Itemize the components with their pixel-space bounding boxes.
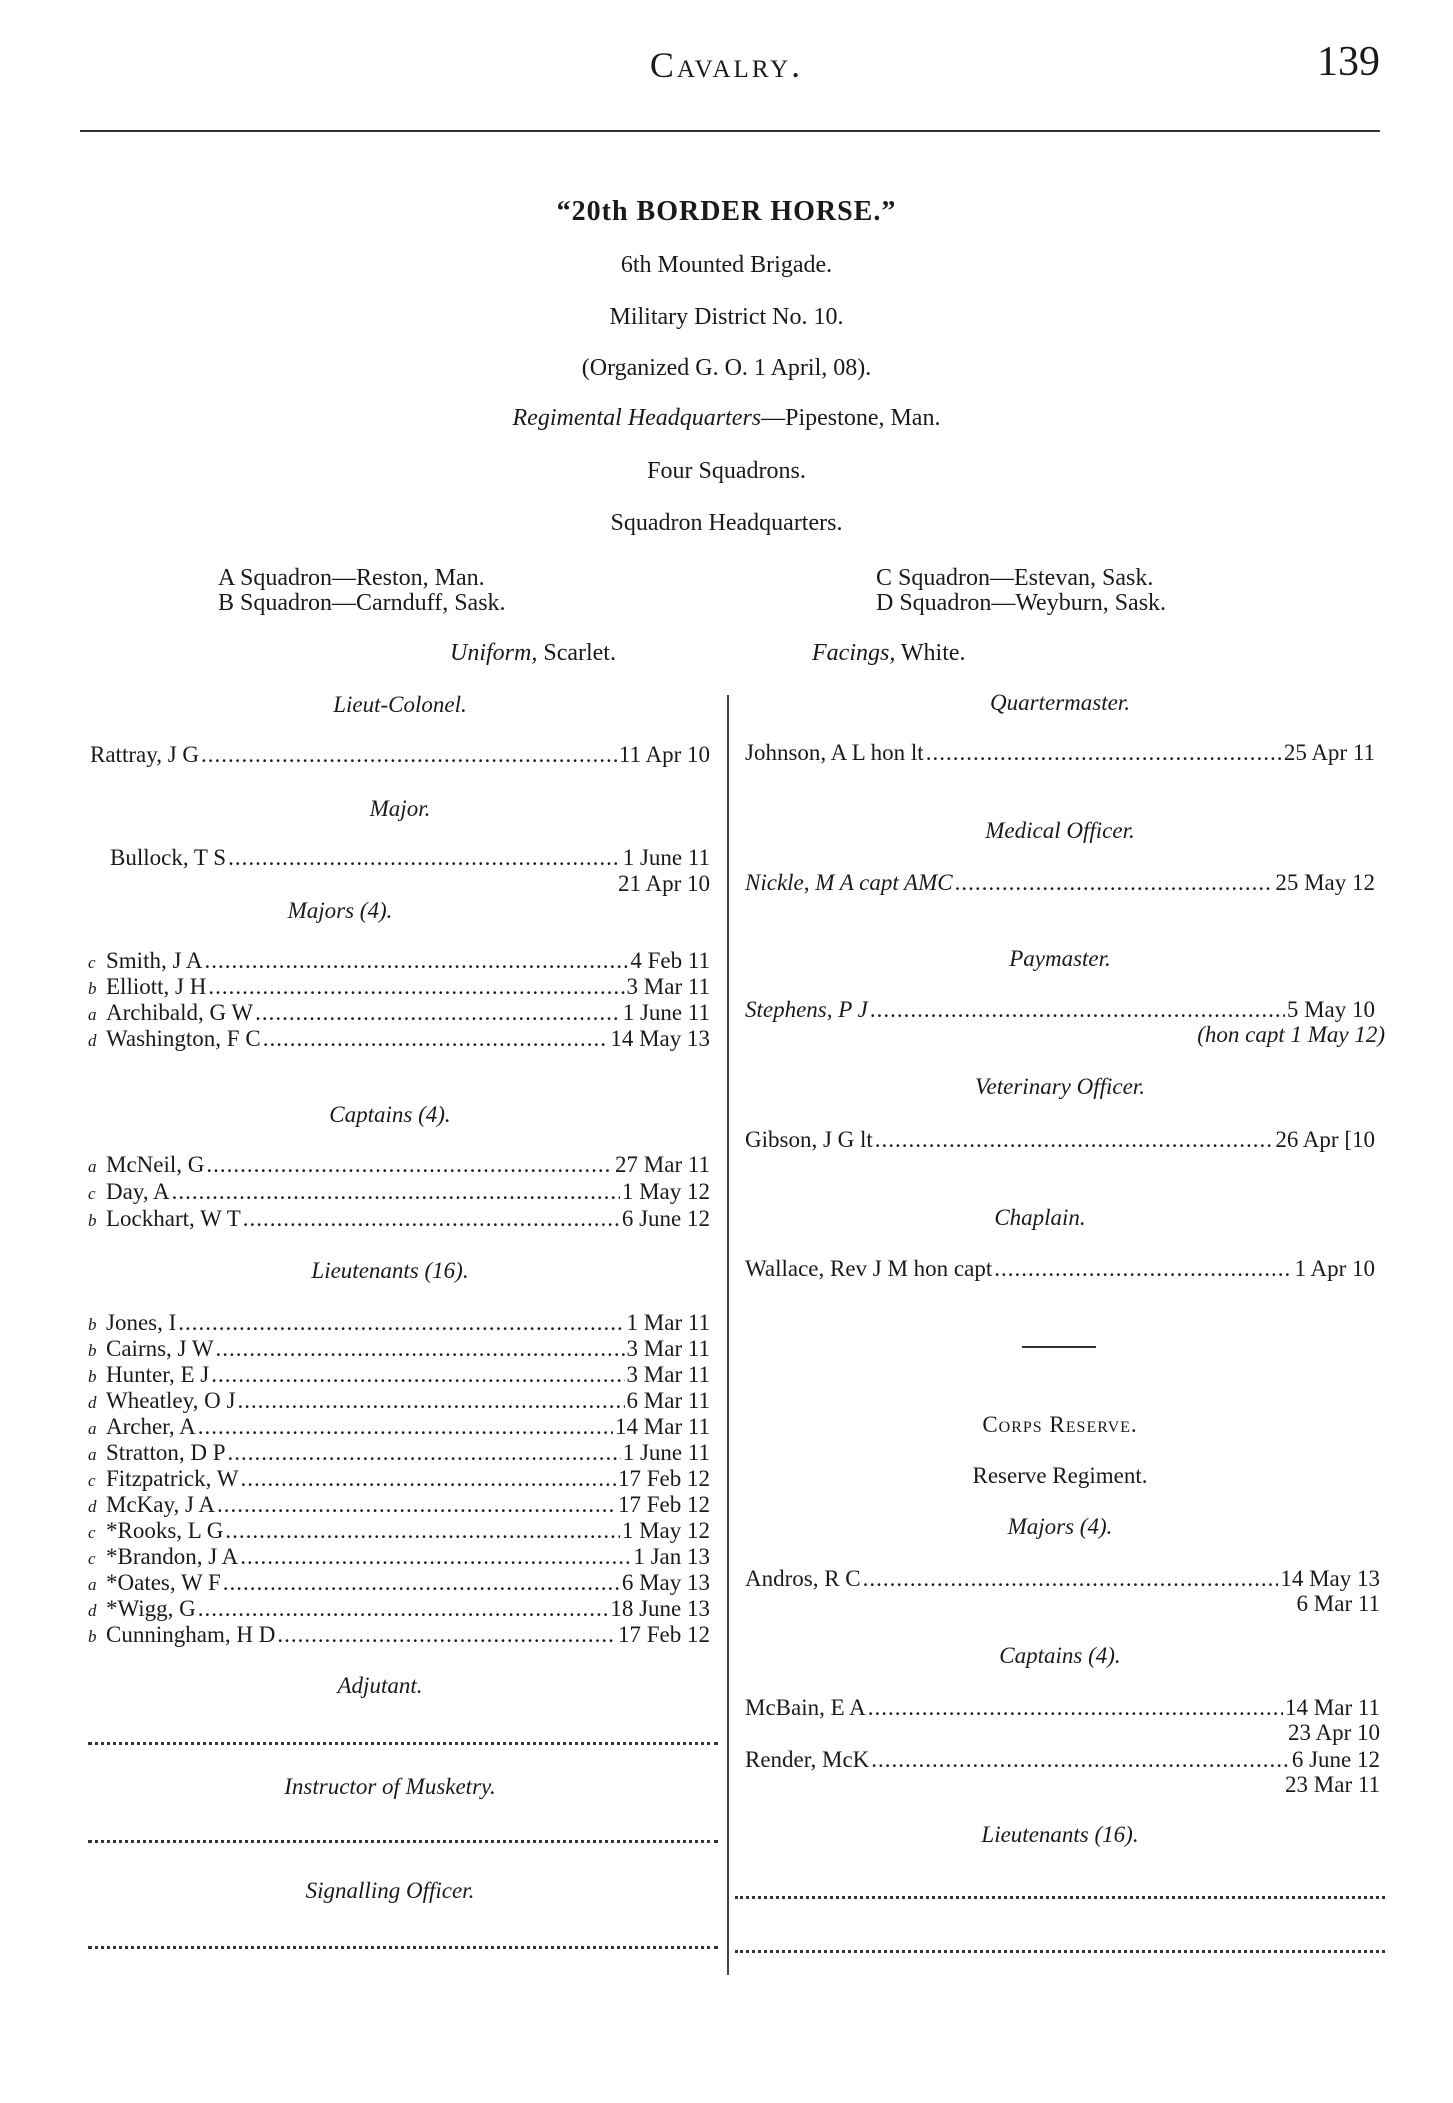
officer-row <box>110 845 710 871</box>
reserve-lieutenants-blank-line <box>735 1896 1385 1899</box>
officer-date: 6 May 13 <box>621 1570 710 1595</box>
officer-name: Johnson, A L hon lt <box>745 740 924 765</box>
officer-name: Day, A <box>106 1179 170 1204</box>
officer-name: Lockhart, W T <box>106 1206 241 1231</box>
lieut-colonel-heading: Lieut-Colonel. <box>333 692 467 717</box>
company-mark: c <box>88 1549 96 1568</box>
officer-name: McNeil, G <box>106 1152 205 1177</box>
company-mark: d <box>88 1393 97 1412</box>
squadron-c: C Squadron—Estevan, Sask. <box>876 565 1154 591</box>
officer-name: Archer, A <box>106 1414 196 1439</box>
officer-date: 26 Apr [10 <box>1275 1127 1375 1152</box>
officer-date: 6 June 12 <box>621 1206 710 1231</box>
officer-name: Bullock, T S <box>110 845 227 870</box>
officer-date-extra: 23 Mar 11 <box>1285 1772 1380 1797</box>
officer-date: 25 May 12 <box>1275 870 1375 895</box>
facings <box>812 640 966 666</box>
reserve-blank-line <box>735 1950 1385 1953</box>
company-mark: b <box>88 1627 97 1646</box>
officer-date: 14 Mar 11 <box>1285 1695 1380 1720</box>
company-mark: b <box>88 1341 97 1360</box>
officer-date-extra: 23 Apr 10 <box>1288 1720 1380 1745</box>
officer-date: 25 Apr 11 <box>1283 740 1375 765</box>
officer-row <box>88 1000 710 1026</box>
officer-row <box>90 742 710 768</box>
officer-name: Gibson, J G lt <box>745 1127 873 1152</box>
officer-date: 1 June 11 <box>622 845 710 870</box>
officer-name: Wheatley, O J <box>106 1388 236 1413</box>
officer-name: Wallace, Rev J M hon capt <box>745 1256 993 1281</box>
military-district: Military District No. 10. <box>609 304 844 330</box>
company-mark: d <box>88 1031 97 1050</box>
officer-row <box>745 870 1375 896</box>
officer-name: Stephens, P J <box>745 997 868 1022</box>
officer-date: 14 Mar 11 <box>615 1414 710 1439</box>
veterinary-heading: Veterinary Officer. <box>975 1074 1145 1099</box>
officer-date: 14 May 13 <box>610 1026 710 1051</box>
squadron-d: D Squadron—Weyburn, Sask. <box>876 590 1167 616</box>
officer-row <box>88 1596 710 1622</box>
officer-name: McBain, E A <box>745 1695 866 1720</box>
officer-row <box>88 1466 710 1492</box>
officer-name: Rattray, J G <box>90 742 200 767</box>
reserve-majors-heading: Majors (4). <box>1007 1514 1113 1539</box>
page-header-title: Cavalry. <box>649 45 804 85</box>
officer-row <box>745 1747 1380 1773</box>
officer-date: 1 Jan 13 <box>633 1544 710 1569</box>
officer-row <box>88 1440 710 1466</box>
company-mark: a <box>88 1575 97 1594</box>
officer-date: 14 May 13 <box>1280 1566 1380 1591</box>
organized-note: (Organized G. O. 1 April, 08). <box>581 355 872 381</box>
officer-row <box>88 1518 710 1544</box>
officer-date: 11 Apr 10 <box>618 742 710 767</box>
officer-name: Jones, I <box>106 1310 177 1335</box>
reserve-lieutenants-heading: Lieutenants (16). <box>981 1822 1139 1847</box>
officer-date: 17 Feb 12 <box>618 1466 710 1491</box>
officer-name: Fitzpatrick, W <box>106 1466 239 1491</box>
officer-name: Elliott, J H <box>106 974 207 999</box>
officer-name: Hunter, E J <box>106 1362 210 1387</box>
officer-row <box>88 1570 710 1596</box>
officer-row <box>745 1695 1380 1721</box>
uniform-value: Scarlet. <box>537 640 616 666</box>
uniform <box>450 640 616 666</box>
officer-date: 1 Mar 11 <box>626 1310 710 1335</box>
officer-row <box>88 1492 710 1518</box>
company-mark: b <box>88 979 97 998</box>
officer-row <box>88 1622 710 1648</box>
officer-name: Smith, J A <box>106 948 203 973</box>
company-mark: a <box>88 1005 97 1024</box>
officer-row <box>88 1336 710 1362</box>
company-mark: c <box>88 1184 96 1203</box>
officer-name: Washington, F C <box>106 1026 261 1051</box>
officer-date: 1 May 12 <box>621 1179 710 1204</box>
officer-name: McKay, J A <box>106 1492 216 1517</box>
captains-heading: Captains (4). <box>329 1102 451 1127</box>
officer-date: 1 June 11 <box>622 1000 710 1025</box>
section-separator <box>1022 1346 1096 1348</box>
officer-name: *Rooks, L G <box>106 1518 224 1543</box>
officer-date: 3 Mar 11 <box>626 1336 710 1361</box>
officer-date: 1 Apr 10 <box>1294 1256 1375 1281</box>
lieutenants-heading: Lieutenants (16). <box>311 1258 469 1283</box>
officer-date: 27 Mar 11 <box>615 1152 710 1177</box>
officer-name: Nickle, M A capt AMC <box>745 870 953 895</box>
officer-name: Cairns, J W <box>106 1336 214 1361</box>
officer-name: Stratton, D P <box>106 1440 226 1465</box>
company-mark: a <box>88 1157 97 1176</box>
officer-row <box>745 740 1375 766</box>
company-mark: b <box>88 1367 97 1386</box>
squadron-hq-heading: Squadron Headquarters. <box>610 510 843 536</box>
officer-row <box>745 1256 1375 1282</box>
officer-date: 6 Mar 11 <box>626 1388 710 1413</box>
facings-label: Facings, <box>812 640 896 666</box>
officer-date: 1 May 12 <box>621 1518 710 1543</box>
page-number: 139 <box>1317 39 1380 85</box>
paymaster-note: (hon capt 1 May 12) <box>1197 1022 1385 1047</box>
officer-date: 18 June 13 <box>610 1596 710 1621</box>
musketry-blank-line <box>88 1840 718 1843</box>
officer-name: *Oates, W F <box>106 1570 221 1595</box>
squadron-b: B Squadron—Carnduff, Sask. <box>218 590 506 616</box>
officer-name: Cunningham, H D <box>106 1622 276 1647</box>
company-mark: b <box>88 1315 97 1334</box>
major-heading: Major. <box>369 796 431 821</box>
officer-date-extra: 6 Mar 11 <box>1296 1591 1380 1616</box>
officer-date: 6 June 12 <box>1291 1747 1380 1772</box>
company-mark: b <box>88 1211 97 1230</box>
officer-name: Andros, R C <box>745 1566 861 1591</box>
officer-date: 4 Feb 11 <box>630 948 710 973</box>
header-rule <box>80 130 1380 132</box>
officer-date: 17 Feb 12 <box>618 1622 710 1647</box>
column-divider <box>727 695 729 1975</box>
officer-row <box>88 1206 710 1232</box>
officer-row <box>88 1362 710 1388</box>
medical-officer-heading: Medical Officer. <box>985 818 1135 843</box>
corps-reserve-heading: Corps Reserve. <box>982 1412 1138 1437</box>
company-mark: c <box>88 1471 96 1490</box>
officer-row <box>88 974 710 1000</box>
company-mark: c <box>88 1523 96 1542</box>
officer-row <box>88 1414 710 1440</box>
signalling-blank-line <box>88 1946 718 1949</box>
officer-name: Archibald, G W <box>106 1000 254 1025</box>
officer-row <box>88 1310 710 1336</box>
hq-value: —Pipestone, Man. <box>761 405 941 431</box>
officer-date: 5 May 10 <box>1286 997 1375 1022</box>
hq-label: Regimental Headquarters <box>512 405 762 431</box>
brigade: 6th Mounted Brigade. <box>620 252 833 278</box>
company-mark: c <box>88 953 96 972</box>
reserve-regiment: Reserve Regiment. <box>972 1463 1148 1488</box>
chaplain-heading: Chaplain. <box>994 1205 1086 1230</box>
officer-row <box>88 1388 710 1414</box>
company-mark: a <box>88 1419 97 1438</box>
officer-row <box>88 948 710 974</box>
officer-date: 17 Feb 12 <box>618 1492 710 1517</box>
company-mark: a <box>88 1445 97 1464</box>
reserve-captains-heading: Captains (4). <box>999 1643 1121 1668</box>
officer-date-extra: 21 Apr 10 <box>618 871 710 896</box>
uniform-label: Uniform, <box>450 640 538 666</box>
officer-row <box>88 1179 710 1205</box>
officer-date: 3 Mar 11 <box>626 974 710 999</box>
officer-date: 3 Mar 11 <box>626 1362 710 1387</box>
officer-row <box>745 997 1375 1023</box>
officer-name: *Brandon, J A <box>106 1544 239 1569</box>
officer-row <box>88 1026 710 1052</box>
company-mark: d <box>88 1601 97 1620</box>
adjutant-blank-line <box>88 1742 718 1745</box>
officer-name: Render, McK <box>745 1747 870 1772</box>
officer-date: 1 June 11 <box>622 1440 710 1465</box>
officer-row <box>745 1566 1380 1592</box>
officer-row <box>88 1544 710 1570</box>
signalling-heading: Signalling Officer. <box>305 1878 475 1903</box>
facings-value: White. <box>895 640 966 666</box>
officer-row <box>88 1152 710 1178</box>
adjutant-heading: Adjutant. <box>337 1673 423 1698</box>
officer-name: *Wigg, G <box>106 1596 196 1621</box>
squadron-a: A Squadron—Reston, Man. <box>218 565 485 591</box>
musketry-heading: Instructor of Musketry. <box>284 1774 496 1799</box>
squadron-count: Four Squadrons. <box>647 458 806 484</box>
majors-heading: Majors (4). <box>287 898 393 923</box>
regiment-name: “20th BORDER HORSE.” <box>556 196 897 227</box>
officer-row <box>745 1127 1375 1153</box>
regimental-hq <box>0 405 1453 432</box>
quartermaster-heading: Quartermaster. <box>990 690 1130 715</box>
paymaster-heading: Paymaster. <box>1009 946 1111 971</box>
company-mark: d <box>88 1497 97 1516</box>
